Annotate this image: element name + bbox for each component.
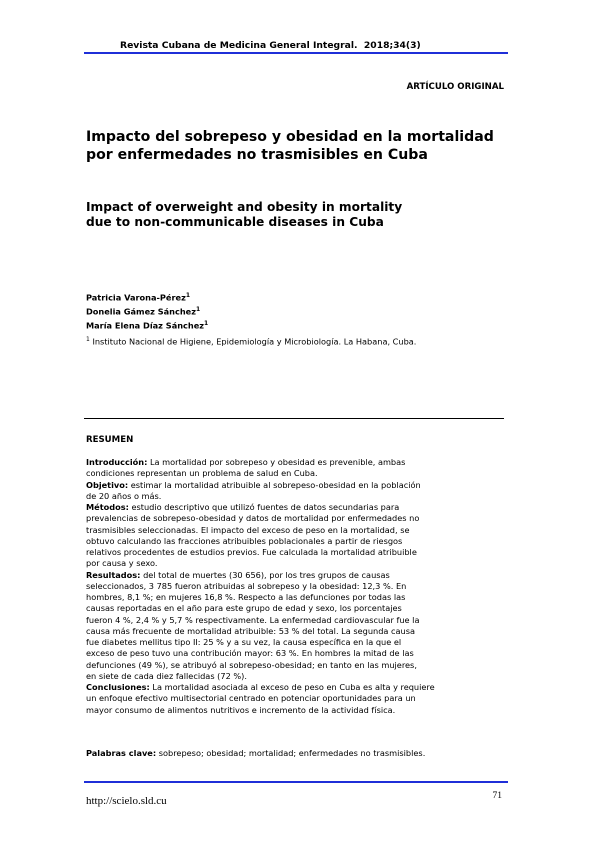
- author-affiliation-mark: 1: [204, 320, 209, 328]
- title-spanish: [86, 128, 506, 164]
- abstract-resultados: [86, 570, 506, 683]
- abstract-line: La mortalidad asociada al exceso de peso en Cuba es alta y requiere: [152, 682, 435, 692]
- abstract-line: fueron 4 %, 2,4 % y 5,7 % respectivamente. La enfermedad cardiovascular fue la: [86, 614, 420, 625]
- keywords: [86, 748, 506, 759]
- abstract-line: mayor consumo de alimentos nutritivos e incremento de la actividad física.: [86, 704, 396, 715]
- journal-issue: 2018;34(3): [363, 40, 421, 51]
- abstract-line: en siete de cada diez fallecidas (72 %).: [86, 670, 247, 681]
- author: [86, 318, 208, 332]
- title-english: [86, 200, 486, 230]
- abstract-line: trasmisibles seleccionadas. El impacto del exceso de peso en la mortalidad, se: [86, 524, 410, 535]
- affiliation-text: Instituto Nacional de Higiene, Epidemiología y Microbiología. La Habana, Cuba.: [92, 336, 417, 347]
- title-spanish-line: Impacto del sobrepeso y obesidad en la mortalidad: [86, 129, 494, 145]
- author-affiliation-mark: 1: [196, 306, 201, 314]
- abstract-line: La mortalidad por sobrepeso y obesidad es prevenible, ambas: [150, 457, 406, 467]
- title-spanish-line: por enfermedades no trasmisibles en Cuba: [86, 147, 428, 163]
- abstract-line: estudio descriptivo que utilizó fuentes de datos secundarias para: [131, 502, 400, 512]
- abstract-line: condiciones representan un problema de salud en Cuba.: [86, 468, 318, 479]
- affiliation: [86, 336, 416, 347]
- abstract-line: exceso de peso tuvo una contribución mayor: 63 %. En hombres la mitad de las: [86, 648, 414, 659]
- keywords-text: sobrepeso; obesidad; mortalidad; enfermedades no trasmisibles.: [158, 748, 426, 758]
- footer-url-link[interactable]: http://scielo.sld.cu: [86, 795, 167, 807]
- abstract-line: por causa y sexo.: [86, 558, 158, 569]
- abstract-line: prevalencias de sobrepeso-obesidad y datos de mortalidad por enfermedades no: [86, 513, 420, 524]
- author-name: Donelia Gámez Sánchez: [86, 306, 196, 317]
- abstract-line: fue diabetes mellitus tipo II: 25 % y a su vez, la causa específica en la que el: [86, 637, 402, 647]
- abstract-section-label: Introducción:: [86, 457, 148, 467]
- abstract-line: seleccionados, 3 785 fueron atribuidas al sobrepeso y la obesidad: 12,3 %. En: [86, 580, 407, 591]
- abstract-line: estimar la mortalidad atribuible al sobrepeso-obesidad en la población: [130, 479, 421, 490]
- abstract-section-label: Objetivo:: [86, 479, 129, 490]
- author-affiliation-mark: 1: [185, 292, 191, 299]
- abstract-line: hombres, 8,1 %; en mujeres 16,8 %. Respecto a las defunciones por todas las: [86, 592, 406, 602]
- keywords-label: Palabras clave:: [86, 748, 157, 758]
- abstract-section-label: Resultados:: [86, 569, 141, 580]
- author-name: Patricia Varona-Pérez: [86, 292, 186, 303]
- abstract-line: causas reportadas en el año para este grupo de edad y sexo, los porcentajes: [86, 603, 402, 614]
- abstract-objetivo: [86, 480, 506, 503]
- header-divider: [84, 52, 508, 54]
- journal-header: [120, 40, 421, 51]
- author-name: María Elena Díaz Sánchez: [86, 321, 205, 332]
- title-english-line: due to non-communicable diseases in Cuba: [86, 215, 384, 229]
- abstract-line: defunciones (49 %), se atribuyó al sobrepeso-obesidad; en tanto en las mujeres,: [86, 659, 417, 670]
- article-type-label: ARTÍCULO ORIGINAL: [406, 82, 504, 92]
- abstract-line: un enfoque efectivo multisectorial centrado en potenciar oportunidades para un: [86, 693, 416, 704]
- footer-divider: [84, 781, 508, 783]
- abstract-conclusiones: [86, 682, 506, 716]
- journal-name: Revista Cubana de Medicina General Integral.: [120, 40, 358, 51]
- abstract-line: relativos procedentes de estudios previos. Fue calculada la mortalidad atribuible: [86, 547, 417, 557]
- page-number: 71: [492, 791, 502, 801]
- abstract-body: [86, 457, 506, 716]
- abstract-line: causa más frecuente de mortalidad atribuible: 53 % del total. La segunda causa: [86, 625, 416, 636]
- abstract-introduccion: [86, 457, 506, 480]
- abstract-heading: RESUMEN: [86, 435, 134, 445]
- abstract-section-label: Métodos:: [86, 502, 129, 512]
- title-english-line: Impact of overweight and obesity in mortality: [86, 200, 403, 214]
- author: [86, 290, 208, 304]
- author: [86, 304, 208, 318]
- affiliation-mark: 1: [86, 336, 90, 343]
- abstract-line: del total de muertes (30 656), por los tres grupos de causas: [143, 569, 390, 580]
- abstract-line: obtuvo calculando las fracciones atribuibles poblacionales a partir de riesgos: [86, 535, 403, 546]
- author-list: [86, 290, 208, 333]
- abstract-section-label: Conclusiones:: [86, 682, 150, 692]
- abstract-metodos: [86, 502, 506, 570]
- abstract-line: de 20 años o más.: [86, 490, 162, 501]
- section-divider: [84, 418, 504, 419]
